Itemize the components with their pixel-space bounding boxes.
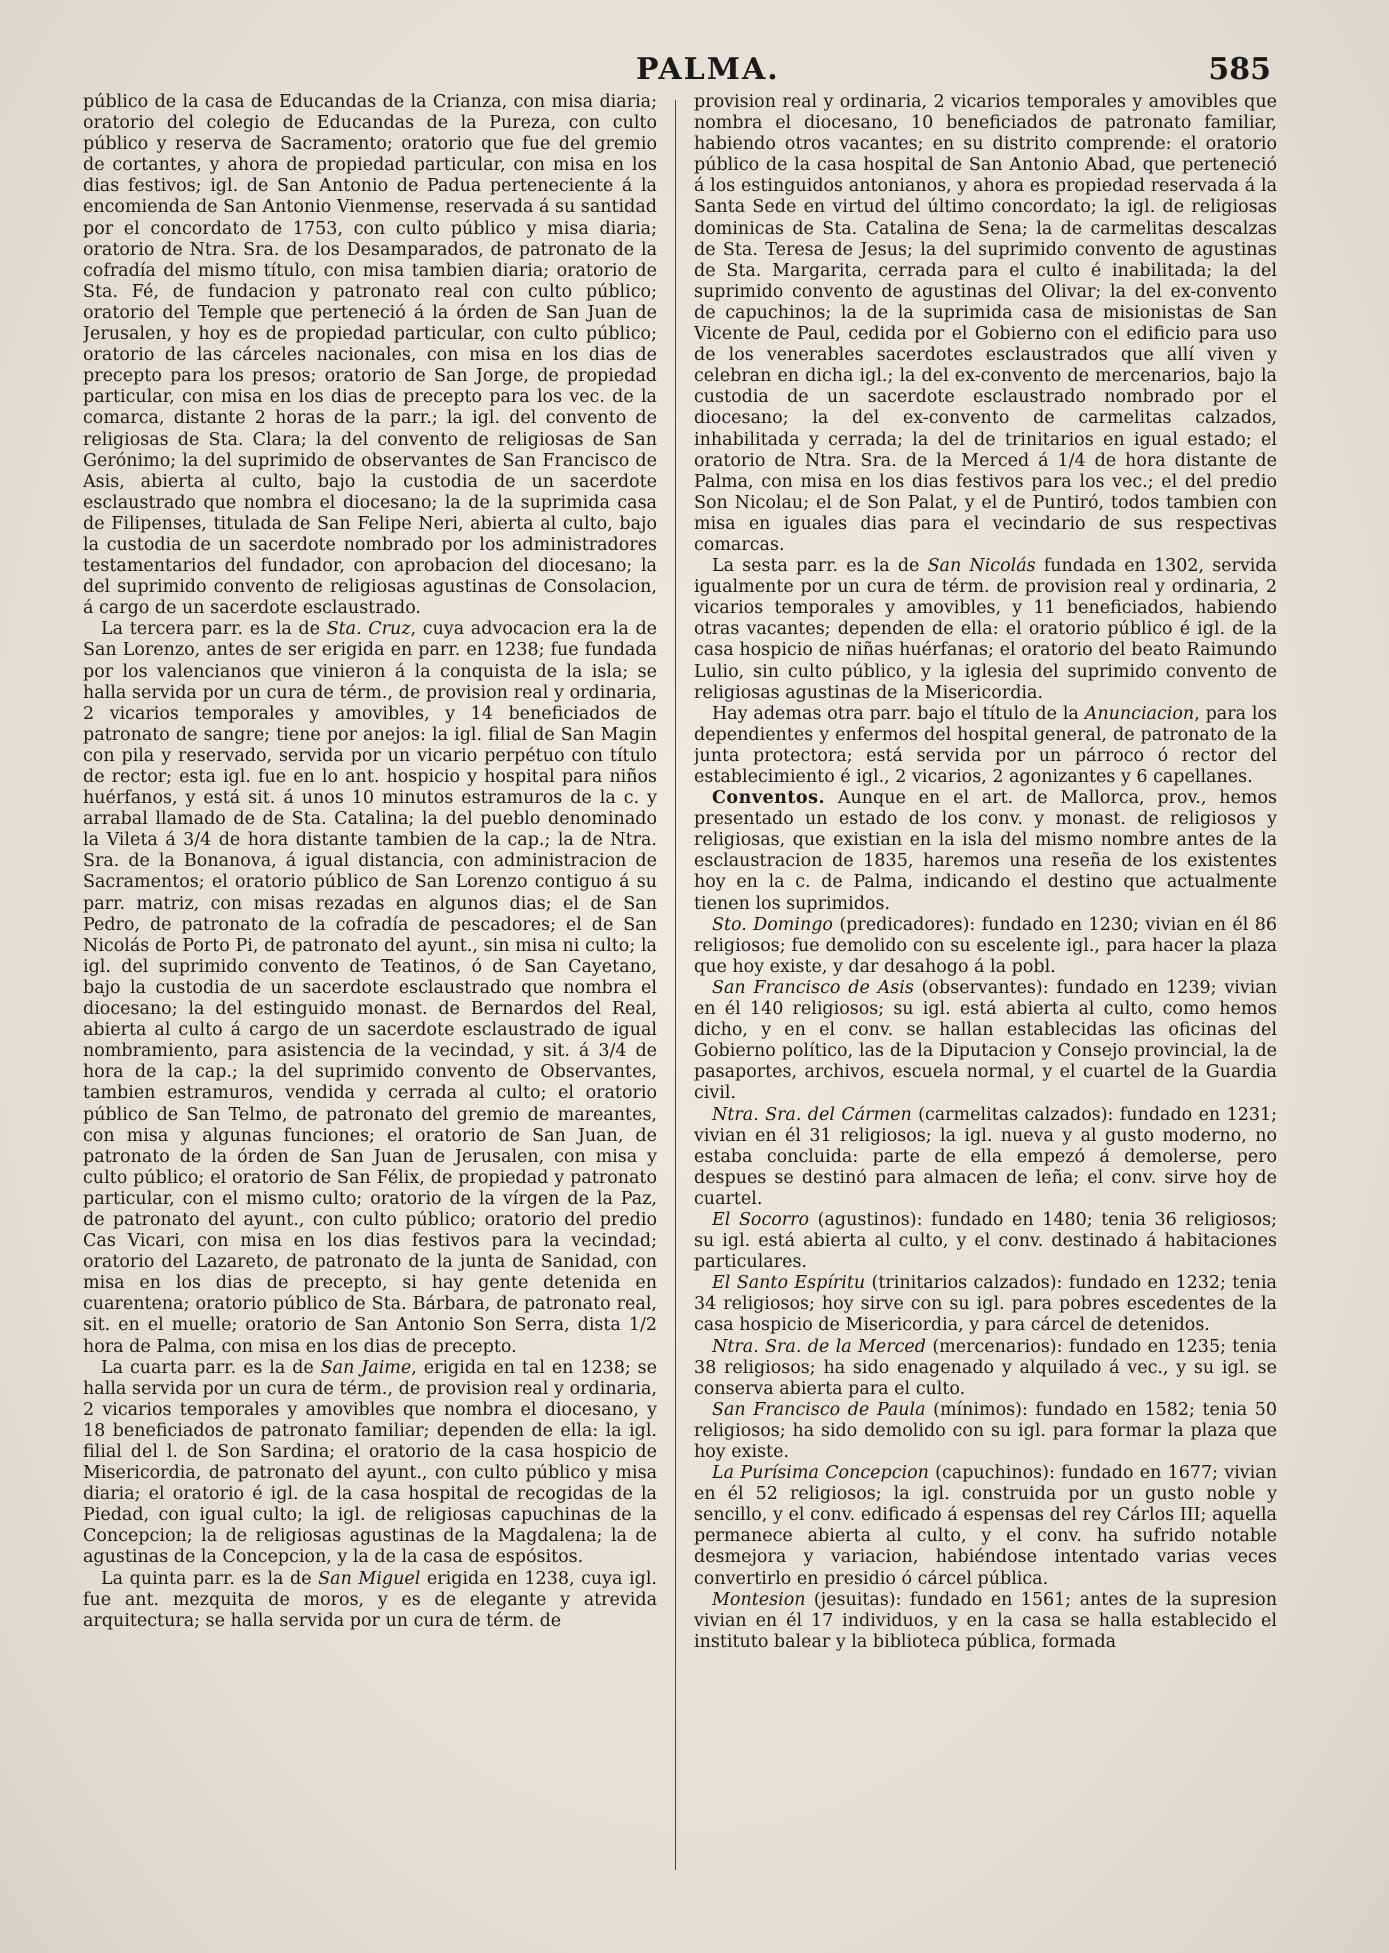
paragraph: Ntra. Sra. del Cármen (carmelitas calzados): fundado en 1231; vivian en él 31 religiosos; la igl. nueva y al gusto moderno, no estaba concluida: parte de ella empezó á demolerse, pero despues se destinó para almacen de leña; el conv. sirve hoy de cuartel. — [694, 1104, 1277, 1209]
right-column — [694, 92, 1277, 1882]
paragraph: La quinta parr. es la de San Miguel erigida en 1238, cuya igl. fue ant. mezquita de moros, y es de elegante y atrevida arquitectura; se halla servida por un cura de térm. de — [83, 1568, 657, 1631]
section-heading: Conventos. — [712, 788, 826, 809]
paragraph: La cuarta parr. es la de San Jaime, erigida en tal en 1238; se halla servida por un cura de térm., de provision real y ordinaria, 2 vicarios temporales y amovibles que nombra el diocesano, y 18 beneficiados de patronato familiar; dependen de ella: la igl. filial del l. de Son Sardina; el oratorio de la casa hospicio de Misericordia, de patronato del ayunt., con culto público y misa diaria; el oratorio é igl. de la casa hospital de recogidas de la Piedad, con igual culto; la igl. de religiosas capuchinas de la Concepcion; la de religiosas agustinas de la Magdalena; la de agustinas de la Concepcion, y la de la casa de espósitos. — [83, 1357, 657, 1568]
column-divider — [675, 100, 676, 1870]
paragraph: provision real y ordinaria, 2 vicarios temporales y amovibles que nombra el diocesano, 10 beneficiados de patronato familiar, habiendo otros vacantes; en su distrito comprende: el oratorio público de la casa hospital de San Antonio Abad, que perteneció á los estinguidos antonianos, y ahora es propiedad reservada á la Santa Sede en virtud del último concordato; la igl. de religiosas dominicas de Sta. Catalina de Sena; la de carmelitas descalzas de Sta. Teresa de Jesus; la del suprimido convento de agustinas de Sta. Margarita, cerrada para el culto é inabilitada; la del suprimido convento de agustinas del Olivar; la del ex-convento de capuchinos; la de la suprimida casa de misionistas de San Vicente de Paul, cedida por el Gobierno con el edificio para uso de los venerables sacerdotes esclaustrados que allí viven y celebran en dicha igl.; la del ex-convento de mercenarios, bajo la custodia de un sacerdote esclaustrado nombrado por el diocesano; la del ex-convento de carmelitas calzados, inhabilitada y cerrada; la del de trinitarios en igual estado; el oratorio de Ntra. Sra. de la Merced á 1/4 de hora distante de Palma, con misa en los dias festivos para los vec.; el del predio Son Nicolau; el de Son Palat, y el de Puntiró, todos tambien con misa en iguales dias para el vecindario de sus respectivas comarcas. — [694, 92, 1277, 555]
paragraph: La sesta parr. es la de San Nicolás fundada en 1302, servida igualmente por un cura de térm. de provision real y ordinaria, 2 vicarios temporales y amovibles, y 11 beneficiados, habiendo otras vacantes; dependen de ella: el oratorio público é igl. de la casa hospicio de niñas huérfanas; el oratorio del beato Raimundo Lulio, sin culto público, y la iglesia del suprimido convento de religiosas agustinas de la Misericordia. — [694, 556, 1277, 703]
paragraph: La tercera parr. es la de Sta. Cruz, cuya advocacion era la de San Lorenzo, antes de ser erigida en parr. en 1238; fue fundada por los valencianos que vinieron á la conquista de la isla; se halla servida por un cura de térm., de provision real y ordinaria, 2 vicarios temporales y amovibles, y 14 beneficiados de patronato de sangre; tiene por anejos: la igl. filial de San Magin con pila y reservado, servida por un vicario perpétuo con título de rector; esta igl. fue en lo ant. hospicio y hospital para niños huérfanos, y está sit. á unos 10 minutos estramuros de la c. y arrabal llamado de de Sta. Catalina; la del pueblo denominado la Vileta á 3/4 de hora distante tambien de la cap.; la de Ntra. Sra. de la Bonanova, á igual distancia, con administracion de Sacramentos; el oratorio público de San Lorenzo contiguo á su parr. matriz, con misas rezadas en algunos dias; el de San Pedro, de patronato de la cofradía de pescadores; el de San Nicolás de Porto Pi, de patronato del ayunt., sin misa ni culto; la igl. del suprimido convento de Teatinos, ó de San Cayetano, bajo la custodia de un sacerdote esclaustrado que nombra el diocesano; la del estinguido monast. de Bernardos del Real, abierta al culto á cargo de un sacerdote esclaustrado de igual nombramiento, para asistencia de la vecindad, y sit. á 3/4 de hora de la cap.; la del suprimido convento de Observantes, tambien estramuros, vendida y cerrada al culto; el oratorio público de San Telmo, de patronato del gremio de mareantes, con misa y algunas funciones; el oratorio de San Juan, de patronato de la órden de San Juan de Jerusalen, con misa y culto público; el oratorio de San Félix, de propiedad y patronato particular, con el mismo culto; oratorio de la vírgen de la Paz, de patronato del ayunt., con culto público; oratorio del predio Cas Vicari, con misa en los dias festivos para la vecindad; oratorio del Lazareto, de patronato de la junta de Sanidad, con misa en los dias de precepto, si hay gente detenida en cuarentena; oratorio público de Sta. Bárbara, de patronato real, sit. en el muelle; oratorio de San Antonio Son Serra, dista 1/2 hora de Palma, con misa en los dias de precepto. — [83, 619, 657, 1357]
paragraph: El Socorro (agustinos): fundado en 1480; tenia 36 religiosos; su igl. está abierta al culto, y el conv. destinado á habitaciones particulares. — [694, 1209, 1277, 1273]
left-column — [83, 92, 657, 1882]
page-header — [0, 52, 1389, 86]
paragraph: Hay ademas otra parr. bajo el título de la Anunciacion, para los dependientes y enfermos del hospital general, de patronato de la junta protectora; está servida por un párroco ó rector del establecimiento é igl., 2 vicarios, 2 agonizantes y 6 capellanes. — [694, 703, 1277, 787]
paragraph: Montesion (jesuitas): fundado en 1561; antes de la supresion vivian en él 17 individuos, y en la casa se halla establecido el instituto balear y la biblioteca pública, formada — [694, 1589, 1277, 1652]
paragraph: Conventos. Aunque en el art. de Mallorca, prov., hemos presentado un estado de los conv. y monast. de religiosos y religiosas, que existian en la isla del mismo nombre antes de la esclaustracion de 1835, haremos una reseña de los existentes hoy en la c. de Palma, indicando el destino que actualmente tienen los suprimidos. — [694, 788, 1277, 914]
page-number: 585 — [1208, 52, 1271, 87]
paragraph: Ntra. Sra. de la Merced (mercenarios): fundado en 1235; tenia 38 religiosos; ha sido enagenado y alquilado á vec., y su igl. se conserva abierta para el culto. — [694, 1336, 1277, 1399]
paragraph: Sto. Domingo (predicadores): fundado en 1230; vivian en él 86 religiosos; fue demolido con su escelente igl., para hacer la plaza que hoy existe, y dar desahogo á la pobl. — [694, 914, 1277, 977]
paragraph: San Francisco de Paula (mínimos): fundado en 1582; tenia 50 religiosos; ha sido demolido con su igl. para formar la plaza que hoy existe. — [694, 1399, 1277, 1462]
paragraph: La Purísima Concepcion (capuchinos): fundado en 1677; vivian en él 52 religiosos; la igl. construida por un gusto noble y sencillo, y el conv. edificado á espensas del rey Cárlos III; aquella permanece abierta al culto, y el conv. ha sufrido notable desmejora y variacion, habiéndose intentado varias veces convertirlo en presidio ó cárcel pública. — [694, 1463, 1277, 1589]
paragraph: El Santo Espíritu (trinitarios calzados): fundado en 1232; tenia 34 religiosos; hoy sirve con su igl. para pobres escedentes de la casa hospicio de Misericordia, y para cárcel de detenidos. — [694, 1273, 1277, 1336]
running-title: PALMA. — [636, 52, 780, 87]
paragraph: público de la casa de Educandas de la Crianza, con misa diaria; oratorio del colegio de Educandas de la Pureza, con culto público y reserva de Sacramento; oratorio que fue del gremio de cortantes, y ahora de propiedad particular, con misa en los dias festivos; igl. de San Antonio de Padua perteneciente á la encomienda de San Antonio Vienmense, reservada á su santidad por el concordato de 1753, con culto público y misa diaria; oratorio de Ntra. Sra. de los Desamparados, de patronato de la cofradía del mismo título, con misa tambien diaria; oratorio de Sta. Fé, de fundacion y patronato real con culto público; oratorio del Temple que perteneció á la órden de San Juan de Jerusalen, y hoy es de propiedad particular, con culto público; oratorio de las cárceles nacionales, con misa en los dias de precepto para los presos; oratorio de San Jorge, de propiedad particular, con misa en los dias de precepto para los vec. de la comarca, distante 2 horas de la parr.; la igl. del convento de religiosas de Sta. Clara; la del convento de religiosas de San Gerónimo; la del suprimido de observantes de San Francisco de Asis, abierta al culto, bajo la custodia de un sacerdote esclaustrado que nombra el diocesano; la de la suprimida casa de Filipenses, titulada de San Felipe Neri, abierta al culto, bajo la custodia de un sacerdote nombrado por los administradores testamentarios del fundador, con aprobacion del diocesano; la del suprimido convento de religiosas agustinas de Consolacion, á cargo de un sacerdote esclaustrado. — [83, 92, 657, 619]
paragraph: San Francisco de Asis (observantes): fundado en 1239; vivian en él 140 religiosos; su igl. está abierta al culto, como hemos dicho, y en el conv. se hallan establecidas las oficinas del Gobierno político, las de la Diputacion y Consejo provincial, la de pasaportes, archivos, escuela normal, y el cuartel de la Guardia civil. — [694, 977, 1277, 1104]
